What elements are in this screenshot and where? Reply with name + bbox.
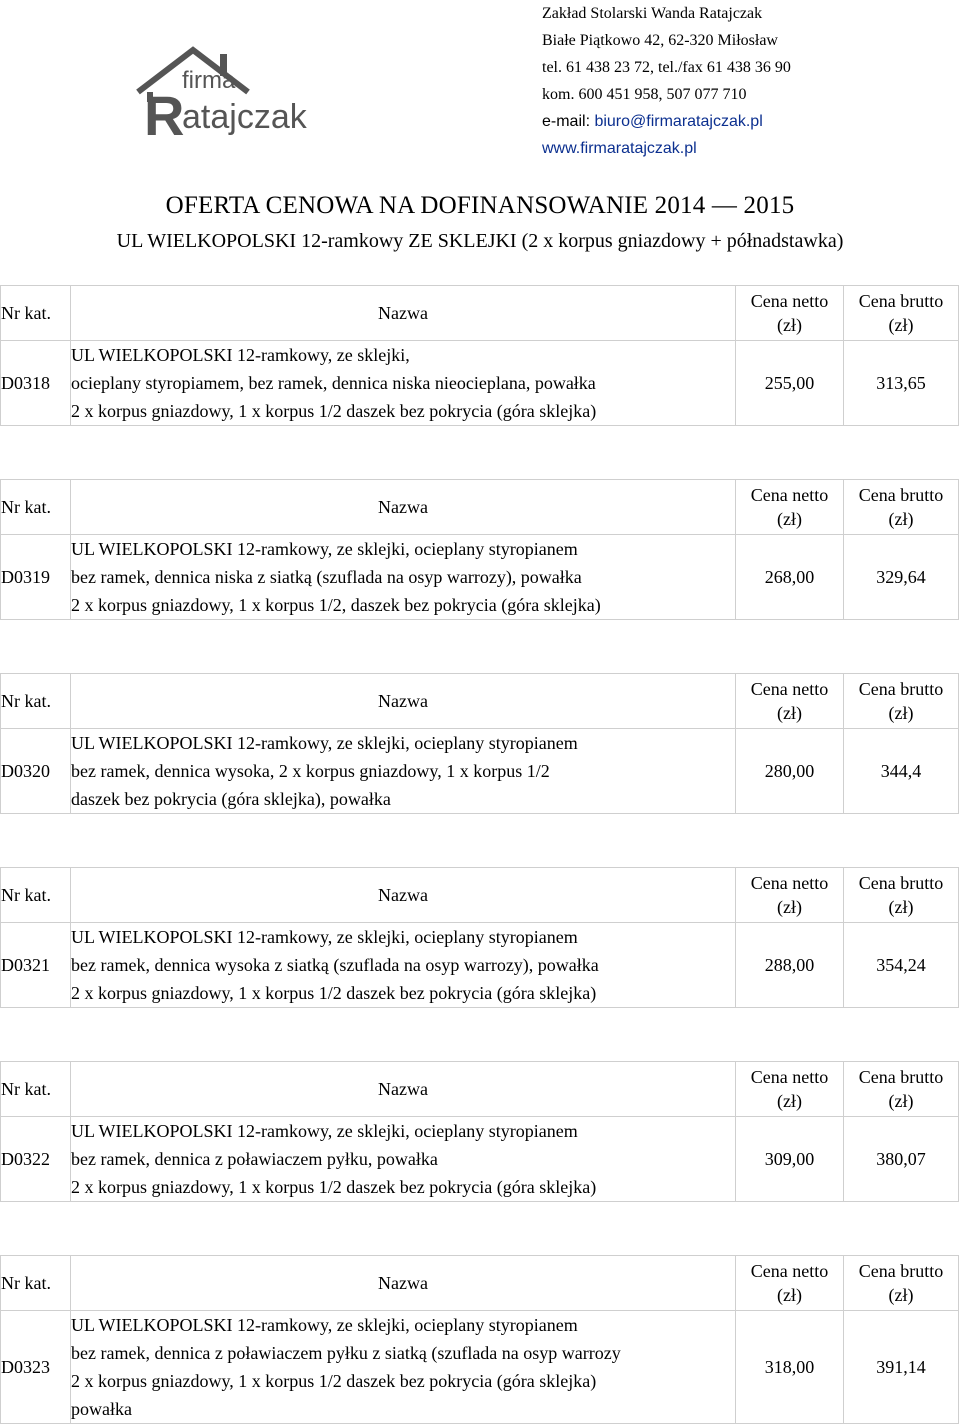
product-block — [0, 479, 960, 620]
header-nr: Nr kat. — [1, 674, 71, 729]
product-description — [71, 341, 736, 426]
table-header-row — [1, 480, 959, 535]
product-gross-price: 344,4 — [844, 729, 959, 814]
product-description-line: powałka — [71, 1399, 132, 1419]
product-net-price: 268,00 — [736, 535, 844, 620]
header-net-label: Cena netto — [750, 1067, 829, 1087]
company-phone: tel. 61 438 23 72, tel./fax 61 438 36 90 — [542, 59, 791, 76]
header-gross-label: Cena brutto — [858, 1067, 944, 1087]
product-table — [0, 867, 959, 1008]
product-description-line: bez ramek, dennica niska z siatką (szuflada na osyp warrozy), powałka — [71, 567, 582, 587]
product-block — [0, 1255, 960, 1424]
email-link[interactable]: biuro@firmaratajczak.pl — [594, 113, 763, 130]
product-gross-price: 313,65 — [844, 341, 959, 426]
product-description-line: 2 x korpus gniazdowy, 1 x korpus 1/2 daszek bez pokrycia (góra sklejka) — [71, 401, 597, 421]
header-gross-label: Cena brutto — [858, 1261, 944, 1281]
product-description-line: bez ramek, dennica z poławiaczem pyłku, powałka — [71, 1149, 438, 1169]
product-code: D0320 — [1, 729, 71, 814]
header-nr: Nr kat. — [1, 480, 71, 535]
header-net-unit: (zł) — [777, 703, 802, 723]
logo-initial-text: R — [144, 84, 185, 140]
offer-title: OFERTA CENOWA NA DOFINANSOWANIE 2014 — 2015 — [165, 192, 795, 219]
logo-house-icon — [120, 40, 360, 140]
header-net-label: Cena netto — [750, 873, 829, 893]
header-net — [736, 1062, 844, 1117]
product-description — [71, 535, 736, 620]
header-gross-label: Cena brutto — [858, 873, 944, 893]
header-net — [736, 480, 844, 535]
product-gross-price: 380,07 — [844, 1117, 959, 1202]
logo-name-text: atajczak — [182, 98, 307, 136]
product-code: D0323 — [1, 1311, 71, 1424]
product-block — [0, 867, 960, 1008]
table-header-row — [1, 1062, 959, 1117]
table-header-row — [1, 674, 959, 729]
product-description-line: daszek bez pokrycia (góra sklejka), powałka — [71, 789, 391, 809]
product-net-price: 255,00 — [736, 341, 844, 426]
header-net — [736, 868, 844, 923]
email-label: e-mail: — [542, 113, 595, 130]
product-code: D0318 — [1, 341, 71, 426]
header-nr: Nr kat. — [1, 286, 71, 341]
table-row — [1, 1311, 959, 1424]
table-row — [1, 535, 959, 620]
header-net-unit: (zł) — [777, 897, 802, 917]
header-net-label: Cena netto — [750, 485, 829, 505]
product-description-line: 2 x korpus gniazdowy, 1 x korpus 1/2 daszek bez pokrycia (góra sklejka) — [71, 1177, 597, 1197]
product-gross-price: 354,24 — [844, 923, 959, 1008]
product-description — [71, 923, 736, 1008]
table-header-row — [1, 1256, 959, 1311]
product-description-line: UL WIELKOPOLSKI 12-ramkowy, ze sklejki, ocieplany styropianem — [71, 1315, 578, 1335]
product-block — [0, 1061, 960, 1202]
product-net-price: 280,00 — [736, 729, 844, 814]
header-gross — [844, 286, 959, 341]
product-table — [0, 673, 959, 814]
product-table — [0, 1255, 959, 1424]
product-description-line: bez ramek, dennica wysoka z siatką (szuflada na osyp warrozy), powałka — [71, 955, 599, 975]
product-description-line: UL WIELKOPOLSKI 12-ramkowy, ze sklejki, — [71, 345, 410, 365]
header-net — [736, 1256, 844, 1311]
header-gross-label: Cena brutto — [858, 679, 944, 699]
header-net — [736, 674, 844, 729]
header-net-unit: (zł) — [777, 315, 802, 335]
company-logo — [120, 40, 360, 140]
product-description-line: UL WIELKOPOLSKI 12-ramkowy, ze sklejki, ocieplany styropianem — [71, 927, 578, 947]
header-nr: Nr kat. — [1, 868, 71, 923]
company-mobile: kom. 600 451 958, 507 077 710 — [542, 86, 747, 103]
header-gross — [844, 1062, 959, 1117]
header-gross-unit: (zł) — [888, 315, 914, 335]
product-description-line: ocieplany styropiamem, bez ramek, dennica niska nieocieplana, powałka — [71, 373, 596, 393]
product-net-price: 309,00 — [736, 1117, 844, 1202]
table-row — [1, 341, 959, 426]
product-description-line: 2 x korpus gniazdowy, 1 x korpus 1/2, daszek bez pokrycia (góra sklejka) — [71, 595, 601, 615]
header-name: Nazwa — [71, 1062, 736, 1117]
company-email-line — [542, 108, 952, 135]
logo-firma-text: firma — [182, 67, 236, 94]
product-code: D0319 — [1, 535, 71, 620]
header-name: Nazwa — [71, 674, 736, 729]
header-gross — [844, 674, 959, 729]
company-contact — [542, 0, 952, 162]
product-code: D0321 — [1, 923, 71, 1008]
table-header-row — [1, 286, 959, 341]
product-table — [0, 285, 959, 426]
website-link[interactable]: www.firmaratajczak.pl — [542, 140, 697, 157]
product-description-line: 2 x korpus gniazdowy, 1 x korpus 1/2 daszek bez pokrycia (góra sklejka) — [71, 983, 597, 1003]
header-name: Nazwa — [71, 286, 736, 341]
table-row — [1, 729, 959, 814]
product-table — [0, 1061, 959, 1202]
table-row — [1, 923, 959, 1008]
header-gross-unit: (zł) — [888, 1091, 914, 1111]
product-gross-price: 391,14 — [844, 1311, 959, 1424]
header-gross-unit: (zł) — [888, 1285, 914, 1305]
product-description-line: 2 x korpus gniazdowy, 1 x korpus 1/2 daszek bez pokrycia (góra sklejka) — [71, 1371, 597, 1391]
product-block — [0, 673, 960, 814]
product-net-price: 288,00 — [736, 923, 844, 1008]
product-description-line: UL WIELKOPOLSKI 12-ramkowy, ze sklejki, ocieplany styropianem — [71, 539, 578, 559]
header-net-label: Cena netto — [750, 291, 829, 311]
product-gross-price: 329,64 — [844, 535, 959, 620]
header-net-unit: (zł) — [777, 1091, 802, 1111]
header-net-label: Cena netto — [750, 1261, 829, 1281]
product-description-line: UL WIELKOPOLSKI 12-ramkowy, ze sklejki, ocieplany styropianem — [71, 1121, 578, 1141]
product-block — [0, 285, 960, 426]
header-gross — [844, 1256, 959, 1311]
table-header-row — [1, 868, 959, 923]
header-gross-label: Cena brutto — [858, 485, 944, 505]
header-gross-label: Cena brutto — [858, 291, 944, 311]
header-net — [736, 286, 844, 341]
product-description — [71, 1117, 736, 1202]
header-name: Nazwa — [71, 1256, 736, 1311]
product-net-price: 318,00 — [736, 1311, 844, 1424]
product-description-line: UL WIELKOPOLSKI 12-ramkowy, ze sklejki, ocieplany styropianem — [71, 733, 578, 753]
header-gross — [844, 480, 959, 535]
header-name: Nazwa — [71, 480, 736, 535]
product-description-line: bez ramek, dennica wysoka, 2 x korpus gniazdowy, 1 x korpus 1/2 — [71, 761, 550, 781]
header-net-label: Cena netto — [750, 679, 829, 699]
header-gross-unit: (zł) — [888, 509, 914, 529]
header-name: Nazwa — [71, 868, 736, 923]
product-description — [71, 1311, 736, 1424]
product-code: D0322 — [1, 1117, 71, 1202]
offer-subtitle: UL WIELKOPOLSKI 12-ramkowy ZE SKLEJKI (2 x korpus gniazdowy + półnadstawka) — [116, 230, 844, 252]
header-nr: Nr kat. — [1, 1062, 71, 1117]
product-table — [0, 479, 959, 620]
header-gross — [844, 868, 959, 923]
header-nr: Nr kat. — [1, 1256, 71, 1311]
product-description — [71, 729, 736, 814]
header-net-unit: (zł) — [777, 509, 802, 529]
header-gross-unit: (zł) — [888, 703, 914, 723]
header-gross-unit: (zł) — [888, 897, 914, 917]
company-address: Białe Piątkowo 42, 62-320 Miłosław — [542, 32, 778, 49]
table-row — [1, 1117, 959, 1202]
company-name: Zakład Stolarski Wanda Ratajczak — [542, 5, 763, 22]
product-description-line: bez ramek, dennica z poławiaczem pyłku z siatką (szuflada na osyp warrozy — [71, 1343, 621, 1363]
header-net-unit: (zł) — [777, 1285, 802, 1305]
